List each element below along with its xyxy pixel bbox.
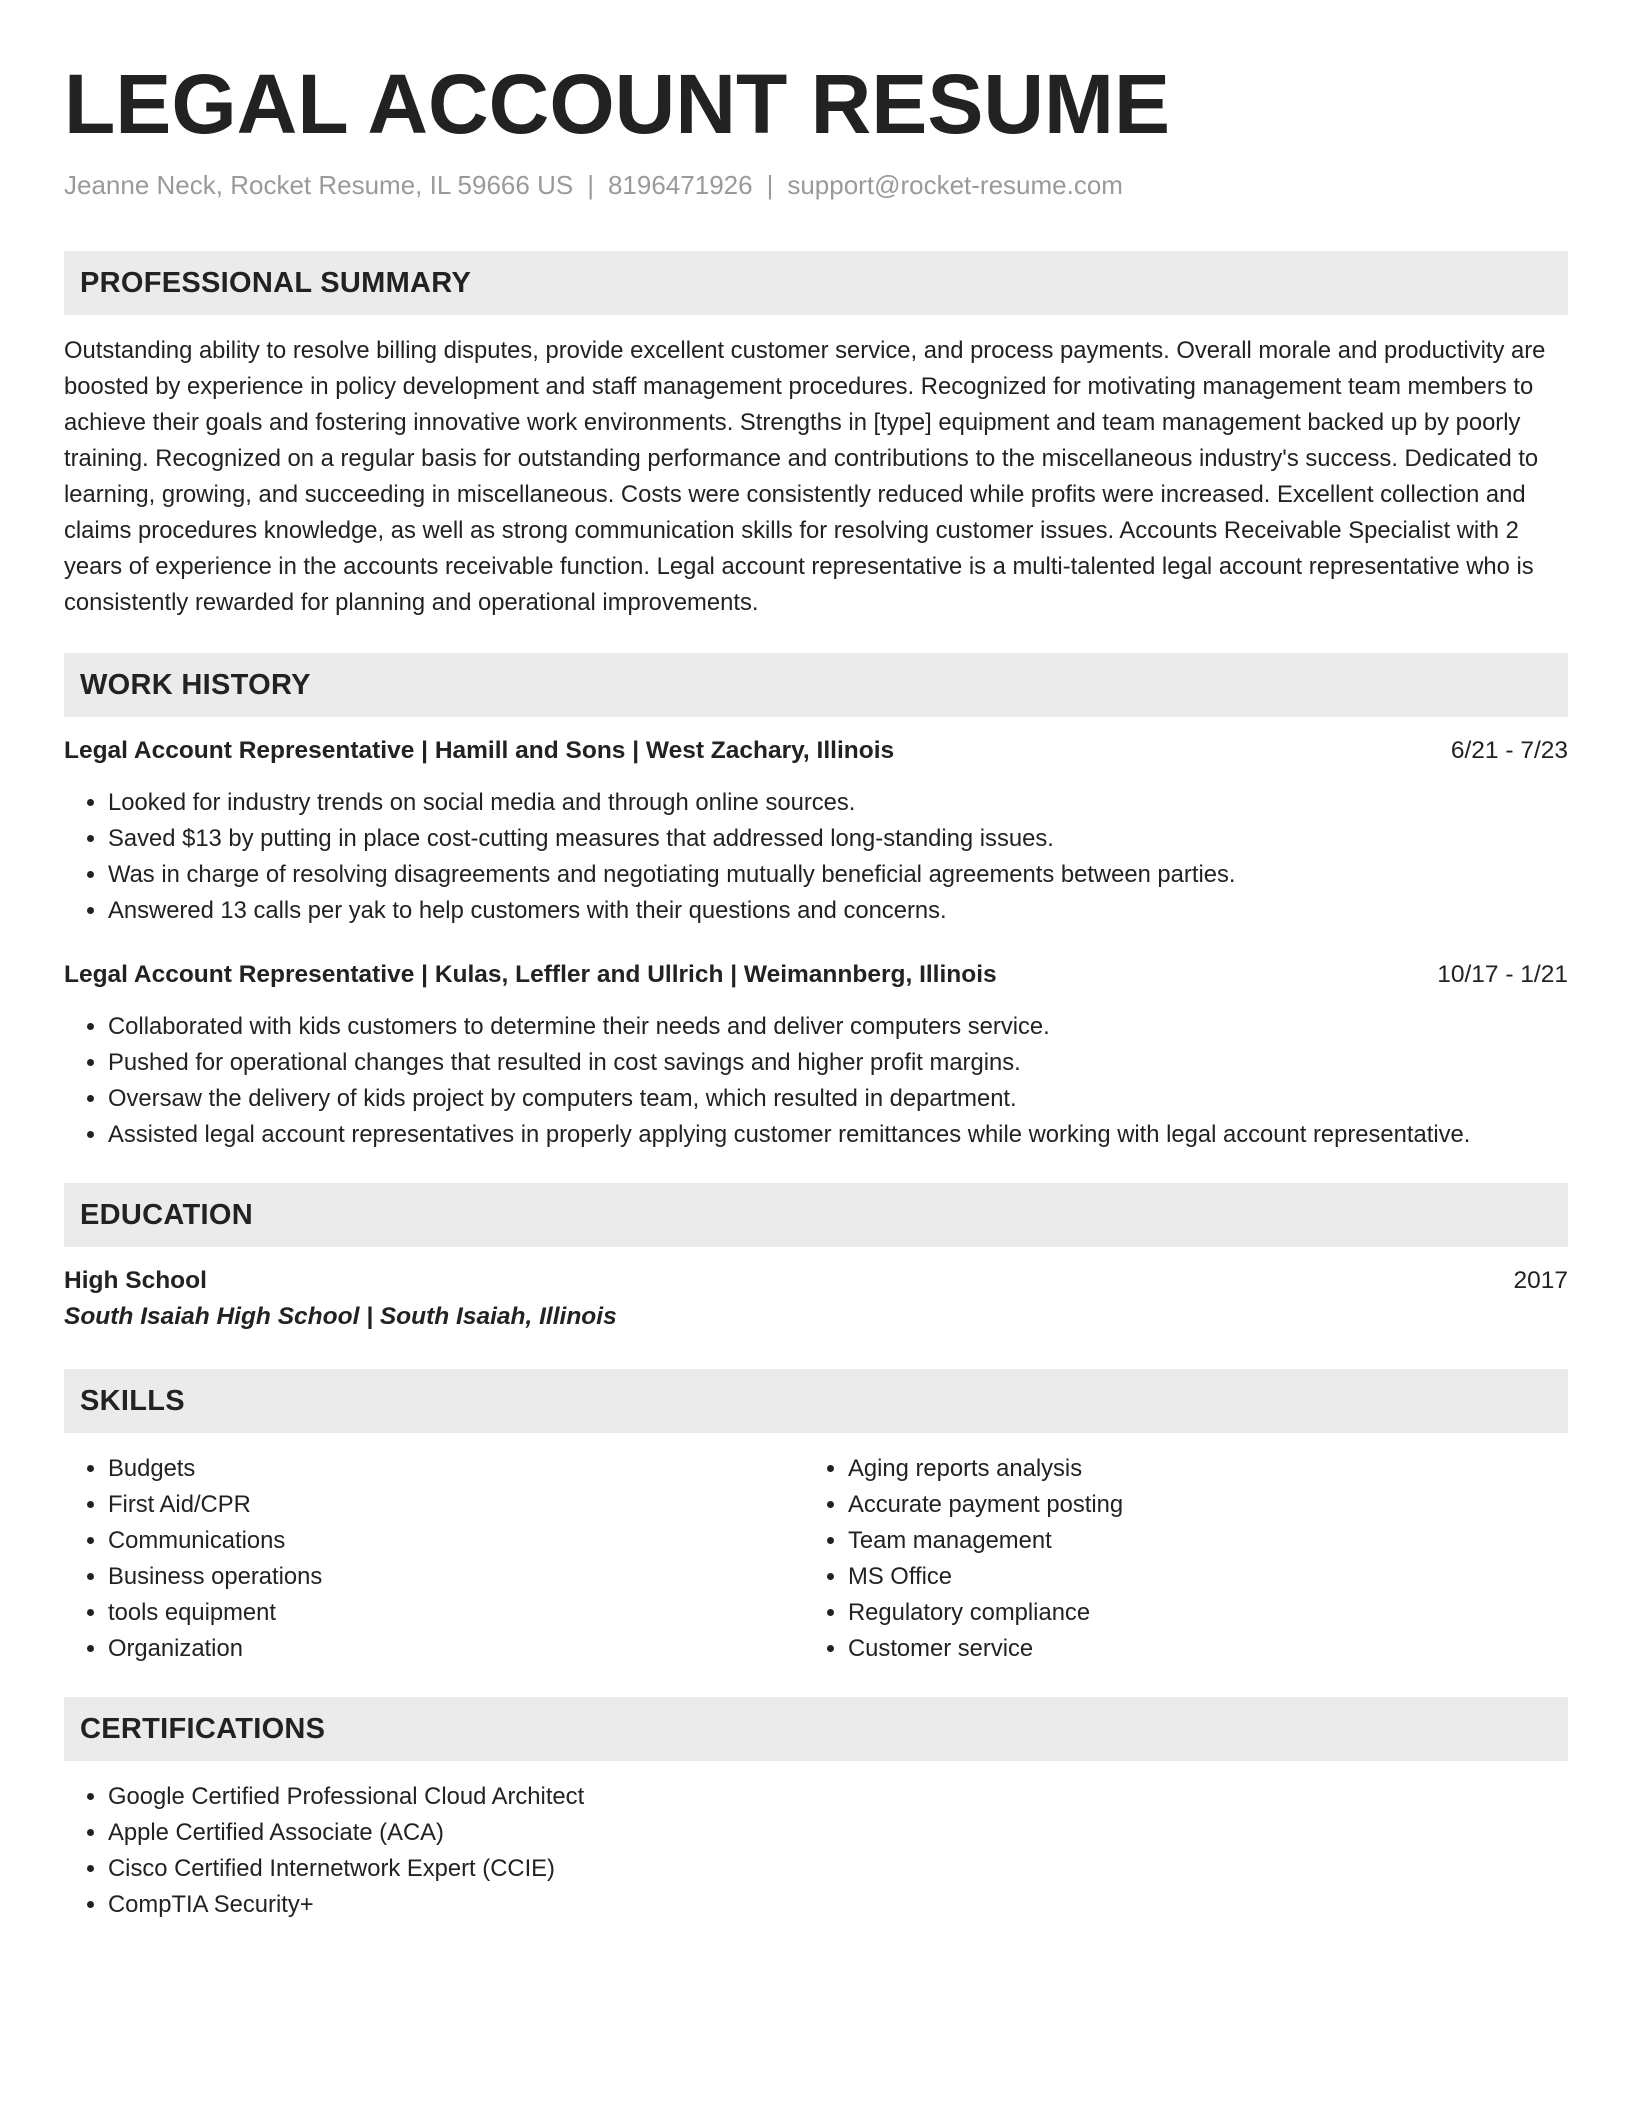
- education-degree: High School: [64, 1267, 207, 1294]
- contact-line: [64, 168, 1568, 202]
- skill-item: • Regulatory compliance: [848, 1595, 1544, 1631]
- certification-item: • CompTIA Security+: [108, 1887, 1568, 1923]
- job-bullet: • Looked for industry trends on social media and through online sources.: [108, 785, 1568, 821]
- skill-item: • Customer service: [848, 1631, 1544, 1667]
- summary-text: Outstanding ability to resolve billing disputes, provide excellent customer service, and process payments. Overall morale and productivity are boosted by experience in policy development and staff management procedures. Recognized for motivating management team members to achieve their goals and fostering innovative work environments. Strengths in [type] equipment and team management backed up by poorly training. Recognized on a regular basis for outstanding performance and contributions to the miscellaneous industry's success. Dedicated to learning, growing, and succeeding in miscellaneous. Costs were consistently reduced while profits were increased. Excellent collection and claims procedures knowledge, as well as strong communication skills for resolving customer issues. Accounts Receivable Specialist with 2 years of experience in the accounts receivable function. Legal account representative is a multi-talented legal account representative who is consistently rewarded for planning and operational improvements.: [64, 337, 1546, 616]
- job-bullet: • Answered 13 calls per yak to help customers with their questions and concerns.: [108, 893, 1568, 929]
- contact-email: support@rocket-resume.com: [787, 170, 1123, 200]
- section-header-education: EDUCATION: [64, 1183, 1568, 1247]
- job-entry: [64, 959, 1568, 1153]
- resume-title: LEGAL ACCOUNT RESUME: [64, 57, 1171, 151]
- job-bullet: • Was in charge of resolving disagreements and negotiating mutually beneficial agreements between parties.: [108, 857, 1568, 893]
- section-header-work-history: WORK HISTORY: [64, 653, 1568, 717]
- education-school: South Isaiah High School | South Isaiah, Illinois: [64, 1303, 617, 1330]
- section-header-summary: PROFESSIONAL SUMMARY: [64, 251, 1568, 315]
- contact-separator: |: [766, 170, 774, 200]
- certification-item: • Apple Certified Associate (ACA): [108, 1815, 1568, 1851]
- certification-item: • Google Certified Professional Cloud Architect: [108, 1779, 1568, 1815]
- job-bullets: [64, 785, 1568, 929]
- skills-column-left: [64, 1451, 804, 1667]
- skill-item: • MS Office: [848, 1559, 1544, 1595]
- skill-item: • Communications: [108, 1523, 804, 1559]
- job-header: [64, 959, 1568, 991]
- education-header: [64, 1265, 1568, 1297]
- section-header-certifications: CERTIFICATIONS: [64, 1697, 1568, 1761]
- certifications-list: [64, 1779, 1568, 1923]
- job-entry: [64, 735, 1568, 929]
- contact-phone: 8196471926: [607, 170, 753, 200]
- contact-address: Jeanne Neck, Rocket Resume, IL 59666 US: [64, 170, 574, 200]
- job-bullets: [64, 1009, 1568, 1153]
- certification-item: • Cisco Certified Internetwork Expert (CCIE): [108, 1851, 1568, 1887]
- skill-item: • Aging reports analysis: [848, 1451, 1544, 1487]
- skill-item: • Accurate payment posting: [848, 1487, 1544, 1523]
- job-bullet: • Oversaw the delivery of kids project by computers team, which resulted in department.: [108, 1081, 1568, 1117]
- job-header: [64, 735, 1568, 767]
- job-title: Legal Account Representative | Hamill and Sons | West Zachary, Illinois: [64, 737, 895, 764]
- job-bullet: • Pushed for operational changes that resulted in cost savings and higher profit margins.: [108, 1045, 1568, 1081]
- skill-item: • Business operations: [108, 1559, 804, 1595]
- job-dates: 6/21 - 7/23: [1450, 737, 1568, 764]
- skill-item: • Organization: [108, 1631, 804, 1667]
- section-header-skills: SKILLS: [64, 1369, 1568, 1433]
- job-bullet: • Collaborated with kids customers to determine their needs and deliver computers service.: [108, 1009, 1568, 1045]
- job-bullet: • Assisted legal account representatives in properly applying customer remittances while working with legal account representative.: [108, 1117, 1568, 1153]
- job-dates: 10/17 - 1/21: [1437, 961, 1568, 988]
- skill-item: • Budgets: [108, 1451, 804, 1487]
- skill-item: • First Aid/CPR: [108, 1487, 804, 1523]
- education-year: 2017: [1513, 1267, 1568, 1294]
- skills-column-right: [804, 1451, 1544, 1667]
- contact-separator: |: [587, 170, 594, 200]
- job-bullet: • Saved $13 by putting in place cost-cutting measures that addressed long-standing issues.: [108, 821, 1568, 857]
- skills-grid: [64, 1451, 1568, 1667]
- skill-item: • Team management: [848, 1523, 1544, 1559]
- skill-item: • tools equipment: [108, 1595, 804, 1631]
- job-title: Legal Account Representative | Kulas, Leffler and Ullrich | Weimannberg, Illinois: [64, 961, 997, 988]
